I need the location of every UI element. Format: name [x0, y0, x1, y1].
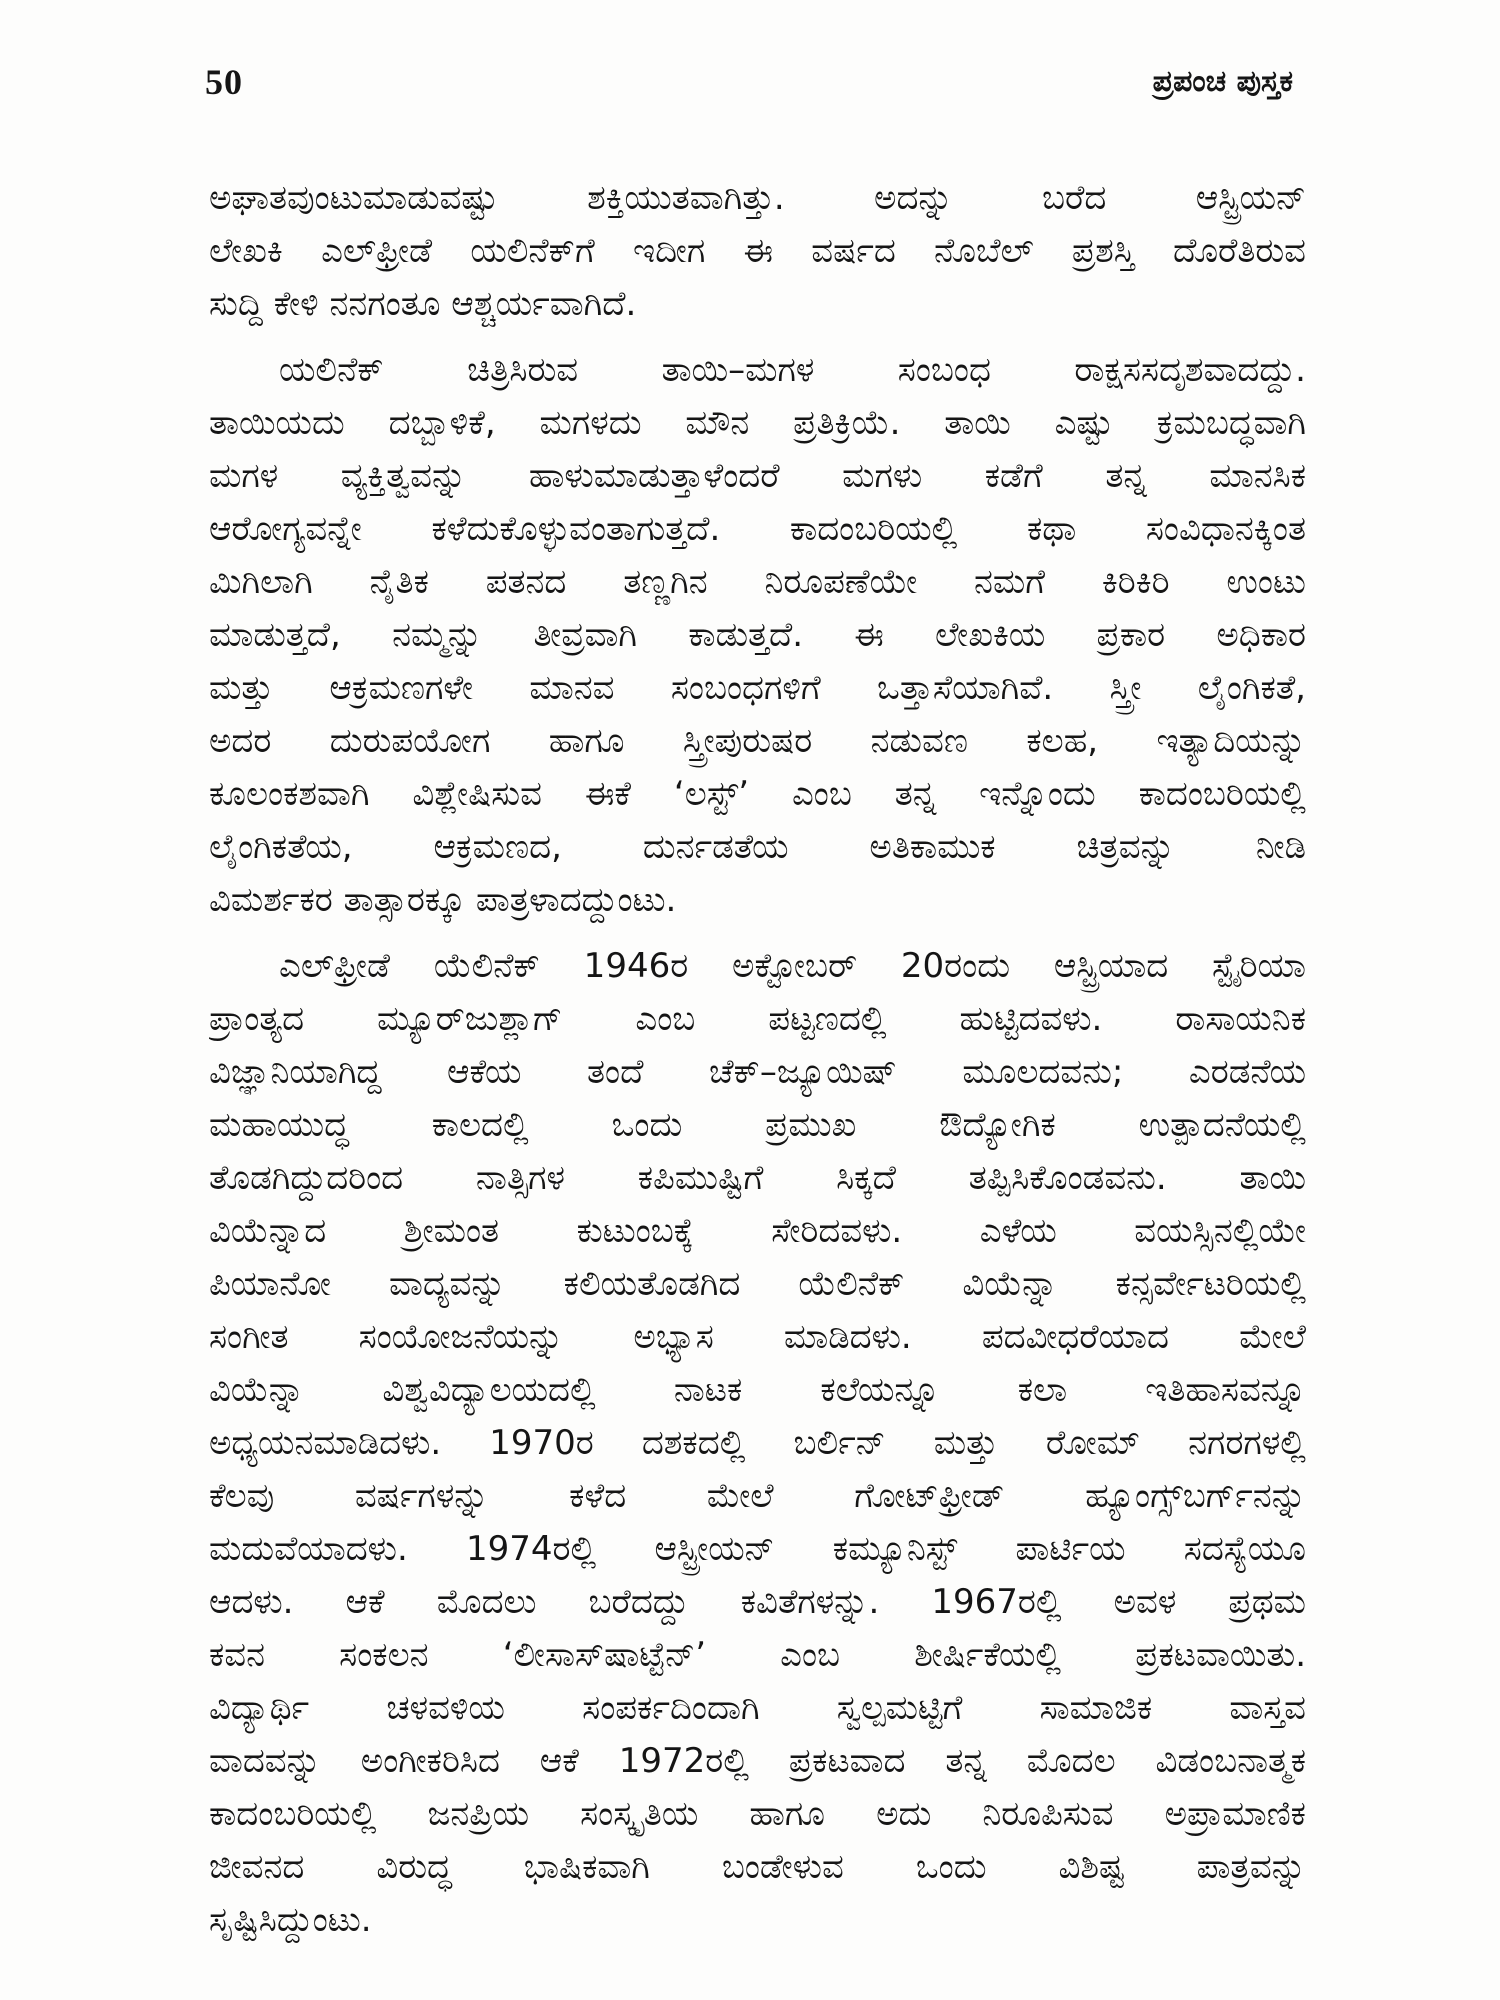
text-line: ಕೆಲವು ವರ್ಷಗಳನ್ನು ಕಳೆದ ಮೇಲೆ ಗೋಟ್‌ಫ್ರೀಡ್ ಹ್ಯೂಂಗ್ಸ್‌ಬರ್ಗ್‌ನನ್ನು: [209, 1476, 1306, 1516]
text-line: ಮಾಡುತ್ತದೆ, ನಮ್ಮನ್ನು ತೀವ್ರವಾಗಿ ಕಾಡುತ್ತದೆ. ಈ ಲೇಖಕಿಯ ಪ್ರಕಾರ ಅಧಿಕಾರ: [209, 615, 1306, 655]
paragraph: [209, 940, 1306, 1947]
body-text: [209, 172, 1306, 1960]
text-line: ಸಂಗೀತ ಸಂಯೋಜನೆಯನ್ನು ಅಭ್ಯಾಸ ಮಾಡಿದಳು. ಪದವೀಧರೆಯಾದ ಮೇಲೆ: [209, 1317, 1306, 1357]
text-line: ಜೀವನದ ವಿರುದ್ಧ ಭಾಷಿಕವಾಗಿ ಬಂಡೇಳುವ ಒಂದು ವಿಶಿಷ್ಟ ಪಾತ್ರವನ್ನು: [209, 1847, 1306, 1887]
text-line: ವಿಯೆನ್ನಾದ ಶ್ರೀಮಂತ ಕುಟುಂಬಕ್ಕೆ ಸೇರಿದವಳು. ಎಳೆಯ ವಯಸ್ಸಿನಲ್ಲಿಯೇ: [209, 1211, 1306, 1251]
text-line: ಕವನ ಸಂಕಲನ ‘ಲೀಸಾಸ್‌ಷಾಟ್ಟೆನ್’ ಎಂಬ ಶೀರ್ಷಿಕೆಯಲ್ಲಿ ಪ್ರಕಟವಾಯಿತು.: [209, 1635, 1306, 1675]
text-line: ಸುದ್ದಿ ಕೇಳಿ ನನಗಂತೂ ಆಶ್ಚರ್ಯವಾಗಿದೆ.: [209, 284, 637, 324]
text-line: ಆದಳು. ಆಕೆ ಮೊದಲು ಬರೆದದ್ದು ಕವಿತೆಗಳನ್ನು. 1967ರಲ್ಲಿ ಅವಳ ಪ್ರಥಮ: [209, 1582, 1306, 1622]
text-line: ಪಿಯಾನೋ ವಾದ್ಯವನ್ನು ಕಲಿಯತೊಡಗಿದ ಯೆಲಿನೆಕ್ ವಿಯೆನ್ನಾ ಕನ್ಸರ್ವೇಟರಿಯಲ್ಲಿ: [209, 1264, 1306, 1304]
text-line: ಅದರ ದುರುಪಯೋಗ ಹಾಗೂ ಸ್ತ್ರೀಪುರುಷರ ನಡುವಣ ಕಲಹ, ಇತ್ಯಾದಿಯನ್ನು: [209, 721, 1306, 761]
text-line: ವಿಜ್ಞಾನಿಯಾಗಿದ್ದ ಆಕೆಯ ತಂದೆ ಚೆಕ್–ಜ್ಯೂಯಿಷ್ ಮೂಲದವನು; ಎರಡನೆಯ: [209, 1052, 1306, 1092]
text-line: ಲೇಖಕಿ ಎಲ್‌ಫ್ರೀಡೆ ಯಲಿನೆಕ್‌ಗೆ ಇದೀಗ ಈ ವರ್ಷದ ನೊಬೆಲ್ ಪ್ರಶಸ್ತಿ ದೊರೆತಿರುವ: [209, 231, 1306, 271]
text-line: ಲೈಂಗಿಕತೆಯ, ಆಕ್ರಮಣದ, ದುರ್ನಡತೆಯ ಅತಿಕಾಮುಕ ಚಿತ್ರವನ್ನು ನೀಡಿ: [209, 827, 1306, 867]
text-line: ವಿಯೆನ್ನಾ ವಿಶ್ವವಿದ್ಯಾಲಯದಲ್ಲಿ ನಾಟಕ ಕಲೆಯನ್ನೂ ಕಲಾ ಇತಿಹಾಸವನ್ನೂ: [209, 1370, 1306, 1410]
text-line: ಕೂಲಂಕಶವಾಗಿ ವಿಶ್ಲೇಷಿಸುವ ಈಕೆ ‘ಲಸ್ಟ್’ ಎಂಬ ತನ್ನ ಇನ್ನೊಂದು ಕಾದಂಬರಿಯಲ್ಲಿ: [209, 774, 1306, 814]
text-line: ಮಗಳ ವ್ಯಕ್ತಿತ್ವವನ್ನು ಹಾಳುಮಾಡುತ್ತಾಳೆಂದರೆ ಮಗಳು ಕಡೆಗೆ ತನ್ನ ಮಾನಸಿಕ: [209, 456, 1306, 496]
text-line: ತಾಯಿಯದು ದಬ್ಬಾಳಿಕೆ, ಮಗಳದು ಮೌನ ಪ್ರತಿಕ್ರಿಯೆ. ತಾಯಿ ಎಷ್ಟು ಕ್ರಮಬದ್ಧವಾಗಿ: [209, 403, 1306, 443]
paragraph: [209, 344, 1306, 927]
text-line: ಅಧ್ಯಯನಮಾಡಿದಳು. 1970ರ ದಶಕದಲ್ಲಿ ಬರ್ಲಿನ್ ಮತ್ತು ರೋಮ್ ನಗರಗಳಲ್ಲಿ: [209, 1423, 1306, 1463]
text-line: ಆರೋಗ್ಯವನ್ನೇ ಕಳೆದುಕೊಳ್ಳುವಂತಾಗುತ್ತದೆ. ಕಾದಂಬರಿಯಲ್ಲಿ ಕಥಾ ಸಂವಿಧಾನಕ್ಕಿಂತ: [209, 509, 1306, 549]
text-line: ಯಲಿನೆಕ್ ಚಿತ್ರಿಸಿರುವ ತಾಯಿ–ಮಗಳ ಸಂಬಂಧ ರಾಕ್ಷಸಸದೃಶವಾದದ್ದು.: [279, 350, 1306, 390]
text-line: ಪ್ರಾಂತ್ಯದ ಮ್ಯೂರ್‌ಜುಶ್ಲಾಗ್ ಎಂಬ ಪಟ್ಟಣದಲ್ಲಿ ಹುಟ್ಟಿದವಳು. ರಾಸಾಯನಿಕ: [209, 999, 1306, 1039]
text-line: ಅಘಾತವುಂಟುಮಾಡುವಷ್ಟು ಶಕ್ತಿಯುತವಾಗಿತ್ತು. ಅದನ್ನು ಬರೆದ ಆಸ್ಟ್ರಿಯನ್: [209, 178, 1306, 218]
text-line: ತೊಡಗಿದ್ದುದರಿಂದ ನಾತ್ಸಿಗಳ ಕಪಿಮುಷ್ಟಿಗೆ ಸಿಕ್ಕದೆ ತಪ್ಪಿಸಿಕೊಂಡವನು. ತಾಯಿ: [209, 1158, 1306, 1198]
text-line: ಮದುವೆಯಾದಳು. 1974ರಲ್ಲಿ ಆಸ್ಟ್ರೀಯನ್ ಕಮ್ಯೂನಿಸ್ಟ್ ಪಾರ್ಟಿಯ ಸದಸ್ಯೆಯೂ: [209, 1529, 1306, 1569]
text-line: ವಾದವನ್ನು ಅಂಗೀಕರಿಸಿದ ಆಕೆ 1972ರಲ್ಲಿ ಪ್ರಕಟವಾದ ತನ್ನ ಮೊದಲ ವಿಡಂಬನಾತ್ಮಕ: [209, 1741, 1306, 1781]
paragraph: [209, 172, 1306, 331]
page-number: 50: [205, 62, 243, 102]
text-line: ಕಾದಂಬರಿಯಲ್ಲಿ ಜನಪ್ರಿಯ ಸಂಸ್ಕೃತಿಯ ಹಾಗೂ ಅದು ನಿರೂಪಿಸುವ ಅಪ್ರಾಮಾಣಿಕ: [209, 1794, 1306, 1834]
text-line: ಎಲ್‌ಫ್ರೀಡೆ ಯೆಲಿನೆಕ್ 1946ರ ಅಕ್ಟೋಬರ್ 20ರಂದು ಆಸ್ಟ್ರಿಯಾದ ಸ್ಟೈರಿಯಾ: [279, 946, 1306, 986]
running-title: ಪ್ರಪಂಚ ಪುಸ್ತಕ: [1152, 64, 1293, 99]
text-line: ವಿದ್ಯಾರ್ಥಿ ಚಳವಳಿಯ ಸಂಪರ್ಕದಿಂದಾಗಿ ಸ್ವಲ್ಪಮಟ್ಟಿಗೆ ಸಾಮಾಜಿಕ ವಾಸ್ತವ: [209, 1688, 1306, 1728]
text-line: ಮತ್ತು ಆಕ್ರಮಣಗಳೇ ಮಾನವ ಸಂಬಂಧಗಳಿಗೆ ಒತ್ತಾಸೆಯಾಗಿವೆ. ಸ್ತ್ರೀ ಲೈಂಗಿಕತೆ,: [209, 668, 1306, 708]
text-line: ಮಿಗಿಲಾಗಿ ನೈತಿಕ ಪತನದ ತಣ್ಣಗಿನ ನಿರೂಪಣೆಯೇ ನಮಗೆ ಕಿರಿಕಿರಿ ಉಂಟು: [209, 562, 1306, 602]
text-line: ವಿಮರ್ಶಕರ ತಾತ್ಸಾರಕ್ಕೂ ಪಾತ್ರಳಾದದ್ದುಂಟು.: [209, 880, 677, 920]
text-line: ಸೃಷ್ಟಿಸಿದ್ದುಂಟು.: [209, 1900, 372, 1940]
text-line: ಮಹಾಯುದ್ಧ ಕಾಲದಲ್ಲಿ ಒಂದು ಪ್ರಮುಖ ಔದ್ಯೋಗಿಕ ಉತ್ಪಾದನೆಯಲ್ಲಿ: [209, 1105, 1306, 1145]
